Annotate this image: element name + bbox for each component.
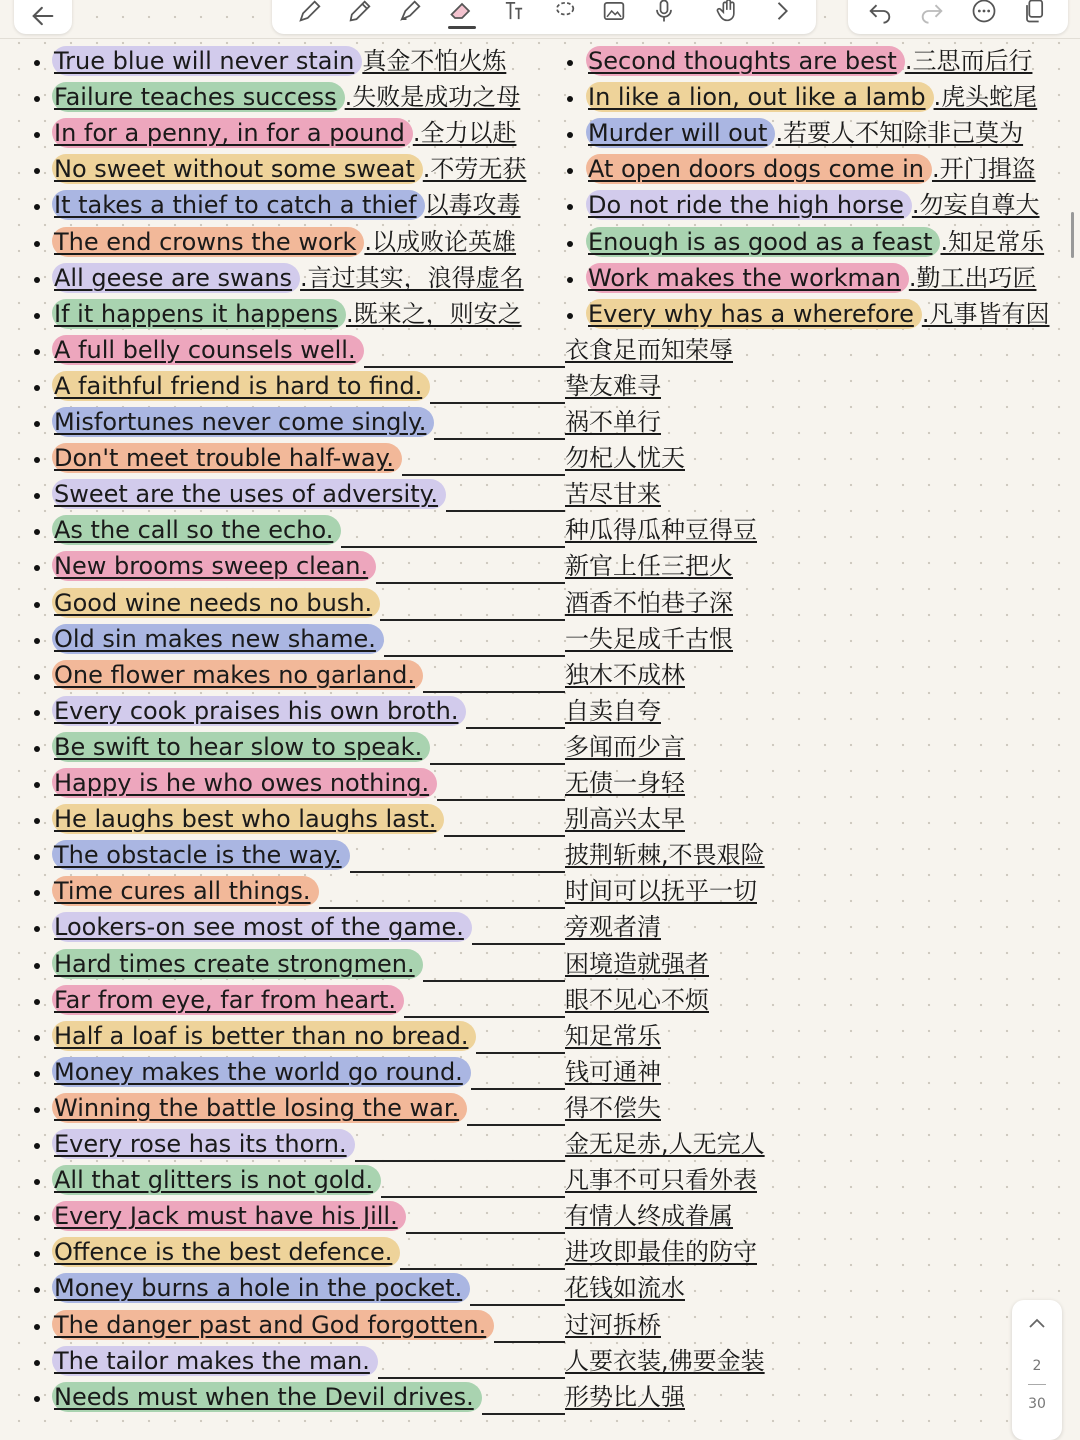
page-separator <box>1028 1384 1046 1385</box>
proverb-english <box>54 1021 476 1051</box>
pages-icon[interactable] <box>1018 0 1050 26</box>
proverb-english <box>54 840 350 870</box>
answer-line <box>341 546 565 548</box>
proverb-chinese: .凡事皆有因 <box>921 299 1050 328</box>
proverb-chinese: .三思而后行 <box>904 47 1033 75</box>
pencil-icon[interactable] <box>344 0 376 26</box>
bullet <box>34 1035 40 1041</box>
proverb-english <box>54 949 423 979</box>
proverb-chinese: 钱可通神 <box>565 1057 661 1086</box>
bullet <box>567 132 573 138</box>
answer-line <box>466 727 565 729</box>
proverb-english: Work makes the workman <box>586 263 909 293</box>
proverb-highlight: A faithful friend is hard to find. <box>52 371 430 401</box>
proverb-chinese: 过河拆桥 <box>565 1310 661 1339</box>
proverb-chinese: 勿杞人忧天 <box>565 444 685 473</box>
answer-line <box>381 1196 565 1198</box>
proverb-english: Every why has a wherefore <box>586 299 922 329</box>
proverb-chinese: 得不偿失 <box>565 1093 661 1122</box>
redo-icon[interactable] <box>916 0 948 26</box>
proverb-chinese: .勿妄自尊大 <box>911 191 1040 220</box>
bullet <box>34 746 40 752</box>
answer-line <box>471 1088 565 1090</box>
proverb-chinese: 凡事不可只看外表 <box>565 1166 757 1195</box>
proverb-english <box>54 804 444 834</box>
proverb-highlight: Needs must when the Devil drives. <box>52 1382 482 1412</box>
proverb-chinese: 花钱如流水 <box>565 1274 685 1303</box>
proverb-chinese: 无债一身轻 <box>565 769 685 797</box>
proverb-english <box>54 1165 381 1195</box>
proverb-english: The end crowns the work <box>52 227 364 257</box>
microphone-icon[interactable] <box>648 0 680 26</box>
lasso-icon[interactable] <box>548 0 580 26</box>
proverb-english: Do not ride the high horse <box>586 190 912 220</box>
current-page-number: 2 <box>1032 1358 1042 1374</box>
scrollbar-indicator[interactable] <box>1071 212 1074 258</box>
proverb-english <box>54 335 364 365</box>
proverb-english <box>54 1093 467 1123</box>
proverb-highlight: Lookers-on see most of the game. <box>52 912 472 942</box>
answer-line <box>378 1377 565 1379</box>
chevron-up-icon[interactable] <box>1025 1312 1049 1336</box>
proverb-english <box>54 1382 482 1412</box>
bullet <box>567 241 573 247</box>
proverb-highlight: The danger past and God forgotten. <box>52 1310 494 1340</box>
proverb-english <box>54 443 402 473</box>
eraser-icon[interactable] <box>446 0 478 26</box>
proverb-highlight: Winning the battle losing the war. <box>52 1093 467 1123</box>
proverb-highlight: Hard times create strongmen. <box>52 949 423 979</box>
proverb-highlight: Money burns a hole in the pocket. <box>52 1273 470 1303</box>
proverb-chinese: 形势比人强 <box>565 1382 685 1411</box>
proverb-english <box>54 1057 471 1087</box>
proverb-highlight: Don't meet trouble half-way. <box>52 443 402 473</box>
answer-line <box>350 871 565 873</box>
active-tool-indicator <box>448 26 476 29</box>
proverb-highlight: Old sin makes new shame. <box>52 624 384 654</box>
proverb-chinese: 别高兴太早 <box>565 805 685 834</box>
proverb-chinese: .勤工出巧匠 <box>908 263 1037 292</box>
bullet <box>34 1251 40 1257</box>
proverb-english <box>54 1237 400 1267</box>
total-pages: 30 <box>1028 1396 1046 1412</box>
proverb-highlight: He laughs best who laughs last. <box>52 804 444 834</box>
proverb-english <box>54 696 466 726</box>
proverb-english <box>54 912 472 942</box>
bullet <box>34 349 40 355</box>
bullet <box>567 277 573 283</box>
proverb-english <box>54 479 446 509</box>
answer-line <box>482 1413 565 1415</box>
proverb-line <box>54 263 524 293</box>
answer-line <box>402 474 565 476</box>
bullet <box>34 1324 40 1330</box>
bullet <box>34 565 40 571</box>
bullet <box>34 1107 40 1113</box>
bullet <box>34 241 40 247</box>
proverb-line <box>588 190 1040 220</box>
proverb-highlight: The tailor makes the man. <box>52 1346 378 1376</box>
bullet <box>34 277 40 283</box>
proverb-line <box>588 299 1049 329</box>
more-icon[interactable] <box>968 0 1000 26</box>
proverb-english <box>54 1201 406 1231</box>
proverb-highlight: As the call so the echo. <box>52 515 341 545</box>
top-toolbar <box>0 0 1080 39</box>
answer-line <box>470 1304 565 1306</box>
proverb-highlight: Offence is the best defence. <box>52 1237 400 1267</box>
proverb-chinese: 眼不见心不烦 <box>565 985 709 1014</box>
bullet <box>34 926 40 932</box>
bullet <box>567 168 573 174</box>
bullet <box>34 421 40 427</box>
proverb-line <box>54 154 526 184</box>
bullet <box>34 1071 40 1077</box>
bullet <box>34 818 40 824</box>
proverb-highlight: Every rose has its thorn. <box>52 1129 355 1159</box>
proverb-chinese: 旁观者清 <box>565 913 661 942</box>
bullet <box>34 313 40 319</box>
proverb-english: It takes a thief to catch a thief <box>52 190 425 220</box>
proverb-chinese: 知足常乐 <box>565 1021 661 1050</box>
proverb-english <box>54 371 430 401</box>
proverb-english <box>54 1129 355 1159</box>
proverb-highlight: All that glitters is not gold. <box>52 1165 381 1195</box>
chevron-right-icon[interactable] <box>766 0 798 26</box>
bullet <box>567 96 573 102</box>
bullet <box>34 890 40 896</box>
answer-line <box>467 1124 565 1126</box>
answer-line <box>446 510 565 512</box>
bullet <box>34 1179 40 1185</box>
proverb-chinese: .开门揖盗 <box>931 155 1036 184</box>
proverb-english: In for a penny, in for a pound <box>52 118 413 148</box>
bullet <box>34 1360 40 1366</box>
proverb-line <box>54 299 522 329</box>
proverb-highlight: Half a loaf is better than no bread. <box>52 1021 476 1051</box>
proverb-chinese: 时间可以抚平一切 <box>565 877 757 906</box>
proverb-line <box>54 118 516 148</box>
proverb-highlight: Money makes the world go round. <box>52 1057 471 1087</box>
proverb-chinese: 披荆斩棘,不畏艰险 <box>565 841 765 870</box>
bullet <box>567 60 573 66</box>
proverb-english <box>54 1346 378 1376</box>
page-navigator <box>1012 1300 1062 1440</box>
bullet <box>34 782 40 788</box>
proverb-highlight: Happy is he who owes nothing. <box>52 768 437 798</box>
proverb-english <box>54 768 437 798</box>
proverb-english <box>54 515 341 545</box>
proverb-chinese: 挚友难寻 <box>565 371 661 400</box>
bullet <box>34 457 40 463</box>
pen-icon[interactable] <box>294 0 326 26</box>
proverb-chinese: .知足常乐 <box>940 227 1045 256</box>
proverb-chinese: 有情人终成眷属 <box>565 1202 733 1231</box>
proverb-highlight: Misfortunes never come singly. <box>52 407 434 437</box>
proverb-english: If it happens it happens <box>52 299 346 329</box>
proverb-chinese: 种瓜得瓜种豆得豆 <box>565 516 757 545</box>
bullet <box>34 168 40 174</box>
bullet <box>34 385 40 391</box>
answer-line <box>319 907 565 909</box>
proverb-chinese: .既来之，则安之 <box>345 299 522 328</box>
proverb-chinese: 独木不成林 <box>565 660 685 689</box>
answer-line <box>404 1016 565 1018</box>
answer-line <box>376 582 565 584</box>
bullet <box>34 854 40 860</box>
proverb-english <box>54 660 423 690</box>
document-actions <box>848 0 1068 34</box>
proverb-chinese: 新官上任三把火 <box>565 552 733 581</box>
answer-line <box>423 691 565 693</box>
proverb-chinese: 自卖自夸 <box>565 696 661 725</box>
answer-line <box>380 619 565 621</box>
text-tool-icon[interactable] <box>498 0 530 26</box>
bullet <box>34 999 40 1005</box>
proverb-chinese: .失败是成功之母 <box>344 83 521 112</box>
hand-icon[interactable] <box>712 0 744 26</box>
proverb-line <box>54 227 516 257</box>
proverb-line <box>588 227 1044 257</box>
bullet <box>34 638 40 644</box>
proverb-chinese: .不劳无获 <box>422 155 527 184</box>
proverb-chinese: 困境造就强者 <box>565 949 709 978</box>
answer-line <box>355 1160 565 1162</box>
bullet <box>34 60 40 66</box>
proverb-chinese: 金无足赤,人无完人 <box>565 1130 765 1158</box>
drawing-tools <box>272 0 816 34</box>
proverb-english: No sweet without some sweat <box>52 154 423 184</box>
highlighter-icon[interactable] <box>394 0 426 26</box>
proverb-highlight: Far from eye, far from heart. <box>52 985 404 1015</box>
proverb-line <box>588 154 1036 184</box>
proverb-highlight: The obstacle is the way. <box>52 840 350 870</box>
proverb-highlight: Every Jack must have his Jill. <box>52 1201 406 1231</box>
proverb-english: Second thoughts are best <box>586 46 905 76</box>
proverb-chinese: .若要人不知除非己莫为 <box>775 119 1024 148</box>
proverb-english <box>54 588 380 618</box>
answer-line <box>430 402 565 404</box>
answer-line <box>434 438 565 440</box>
proverb-chinese: .虎头蛇尾 <box>933 83 1038 112</box>
proverb-english: In like a lion, out like a lamb <box>586 82 934 112</box>
proverb-english: Failure teaches success <box>52 82 345 112</box>
proverb-chinese: 进攻即最佳的防守 <box>565 1238 757 1267</box>
bullet <box>567 313 573 319</box>
answer-line <box>430 763 565 765</box>
bullet <box>34 493 40 499</box>
back-button[interactable] <box>14 0 72 34</box>
bullet <box>34 963 40 969</box>
bullet <box>34 1215 40 1221</box>
proverb-chinese: 多闻而少言 <box>565 732 685 761</box>
bullet <box>34 529 40 535</box>
proverb-english <box>54 732 430 762</box>
bullet <box>34 132 40 138</box>
bullet <box>34 674 40 680</box>
proverb-highlight: Sweet are the uses of adversity. <box>52 479 446 509</box>
answer-line <box>406 1232 565 1234</box>
proverb-english: Enough is as good as a feast <box>586 227 940 257</box>
proverb-line <box>54 190 521 220</box>
proverb-chinese: 衣食足而知荣辱 <box>565 335 733 364</box>
proverb-highlight: Be swift to hear slow to speak. <box>52 732 430 762</box>
answer-line <box>476 1052 565 1054</box>
bullet <box>34 1143 40 1149</box>
answer-line <box>400 1268 565 1270</box>
proverb-chinese: .以成败论英雄 <box>364 227 517 256</box>
bullet <box>34 1287 40 1293</box>
proverb-chinese: 真金不怕火炼 <box>362 47 507 75</box>
bullet <box>34 602 40 608</box>
image-icon[interactable] <box>598 0 630 26</box>
proverb-highlight: Every cook praises his own broth. <box>52 696 466 726</box>
proverb-english <box>54 985 404 1015</box>
proverb-chinese: .全力以赴 <box>412 119 517 148</box>
answer-line <box>437 799 565 801</box>
proverb-chinese: .言过其实，浪得虚名 <box>300 263 524 292</box>
proverb-english: At open doors dogs come in <box>586 154 932 184</box>
arrow-left-icon <box>29 2 57 30</box>
bullet <box>34 204 40 210</box>
proverb-highlight: One flower makes no garland. <box>52 660 423 690</box>
proverb-english <box>54 876 319 906</box>
proverb-chinese: 人要衣装,佛要金装 <box>565 1346 765 1375</box>
proverb-highlight: A full belly counsels well. <box>52 335 364 365</box>
answer-line <box>494 1341 565 1343</box>
undo-icon[interactable] <box>864 0 896 26</box>
answer-line <box>423 980 565 982</box>
proverb-highlight: New brooms sweep clean. <box>52 551 376 581</box>
proverb-chinese: 以毒攻毒 <box>424 191 521 220</box>
bullet <box>567 204 573 210</box>
proverb-highlight: Time cures all things. <box>52 876 319 906</box>
bullet <box>34 1396 40 1402</box>
proverb-chinese: 一失足成千古恨 <box>565 624 733 653</box>
proverb-chinese: 酒香不怕巷子深 <box>565 588 733 617</box>
bullet <box>34 96 40 102</box>
proverb-english <box>54 551 376 581</box>
proverb-line <box>588 82 1037 112</box>
proverb-english: All geese are swans <box>52 263 300 293</box>
proverb-english: Murder will out <box>586 118 775 148</box>
proverb-english <box>54 407 434 437</box>
proverb-english <box>54 624 384 654</box>
answer-line <box>384 655 565 657</box>
proverb-line <box>54 82 520 112</box>
answer-line <box>472 943 565 945</box>
proverb-line <box>54 46 506 76</box>
proverb-chinese: 苦尽甘来 <box>565 480 661 509</box>
proverb-english: True blue will never stain <box>52 46 362 76</box>
proverb-line <box>588 263 1036 293</box>
bullet <box>34 710 40 716</box>
proverb-english <box>54 1273 470 1303</box>
proverb-english <box>54 1310 494 1340</box>
proverb-line <box>588 118 1023 148</box>
proverb-highlight: Good wine needs no bush. <box>52 588 380 618</box>
proverb-line <box>588 46 1032 76</box>
answer-line <box>364 366 565 368</box>
proverb-chinese: 祸不单行 <box>565 408 661 436</box>
answer-line <box>444 835 565 837</box>
